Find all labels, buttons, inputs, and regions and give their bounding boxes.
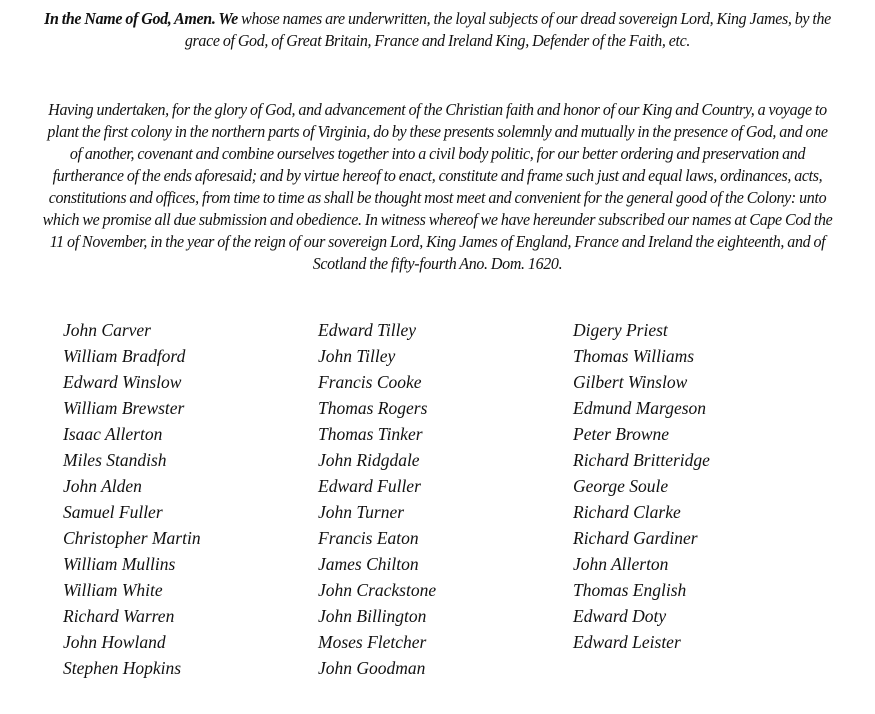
signer-name: Richard Warren	[63, 606, 175, 626]
signers-column-2	[318, 317, 436, 681]
signer-name: John Billington	[318, 606, 427, 626]
signer-name: Richard Clarke	[573, 502, 681, 522]
signer-name: Thomas Tinker	[318, 424, 423, 444]
signer-name: John Carver	[63, 320, 151, 340]
signer-name: Moses Fletcher	[318, 632, 427, 652]
signer-name: John Alden	[63, 476, 142, 496]
signer-name: Edward Doty	[573, 606, 667, 626]
signer-name: William Bradford	[63, 346, 186, 366]
signer-name: William Brewster	[63, 398, 185, 418]
signer-name: Edward Winslow	[63, 372, 182, 392]
signer-name: Isaac Allerton	[63, 424, 163, 444]
signer-name: Francis Cooke	[318, 372, 422, 392]
signer-name: John Howland	[63, 632, 166, 652]
signer-name: William White	[63, 580, 163, 600]
signer-name: Richard Britteridge	[573, 450, 710, 470]
signer-name: Francis Eaton	[318, 528, 419, 548]
signer-name: James Chilton	[318, 554, 419, 574]
signer-name: John Tilley	[318, 346, 396, 366]
signer-name: Digery Priest	[573, 320, 668, 340]
signer-name: Edmund Margeson	[573, 398, 707, 418]
signer-name: John Allerton	[573, 554, 669, 574]
signer-name: Thomas Rogers	[318, 398, 428, 418]
signer-name: Edward Tilley	[318, 320, 417, 340]
signers-list	[0, 317, 875, 697]
signers-column-1	[63, 317, 201, 681]
signer-name: Gilbert Winslow	[573, 372, 688, 392]
signer-name: John Crackstone	[318, 580, 437, 600]
preamble-text: whose names are underwritten, the loyal subjects of our dread sovereign Lord, King James, by the grace of God, of Great Britain, France and Ireland King, Defender of the Faith, etc.	[184, 9, 831, 50]
invocation-heading: In the Name of God, Amen. We	[44, 9, 238, 28]
signer-name: Thomas Williams	[573, 346, 695, 366]
compact-body-paragraph: Having undertaken, for the glory of God, and advancement of the Christian faith and honor of our King and Country, a voyage to plant the first colony in the northern parts of Virginia, do by these presents solemnly and mutually in the presence of God, and one of another, covenant and combine ourselves together into a civil body politic, for our better ordering and preservation and furtherance of the ends aforesaid; and by virtue hereof to enact, constitute and frame such just and equal laws, ordinances, acts, constitutions and offices, from time to time as shall be thought most meet and convenient for the general good of the Colony: unto which we promise all due submission and obedience. In witness whereof we have hereunder subscribed our names at Cape Cod the 11 of November, in the year of the reign of our sovereign Lord, King James of England, France and Ireland the eighteenth, and of Scotland the fifty-fourth Ano. Dom. 1620.	[42, 100, 833, 273]
signer-name: William Mullins	[63, 554, 176, 574]
signer-name: Miles Standish	[63, 450, 167, 470]
preamble-paragraph	[40, 8, 835, 52]
signer-name: Stephen Hopkins	[63, 658, 182, 678]
signer-name: John Ridgdale	[318, 450, 420, 470]
signer-name: George Soule	[573, 476, 669, 496]
signer-name: Christopher Martin	[63, 528, 201, 548]
signer-name: Edward Fuller	[318, 476, 421, 496]
signer-name: John Goodman	[318, 658, 426, 678]
signer-name: John Turner	[318, 502, 405, 522]
signer-name: Thomas English	[573, 580, 687, 600]
signer-name: Samuel Fuller	[63, 502, 163, 522]
signer-name: Edward Leister	[573, 632, 681, 652]
signer-name: Richard Gardiner	[573, 528, 698, 548]
signers-column-3	[573, 317, 710, 655]
signer-name: Peter Browne	[573, 424, 670, 444]
